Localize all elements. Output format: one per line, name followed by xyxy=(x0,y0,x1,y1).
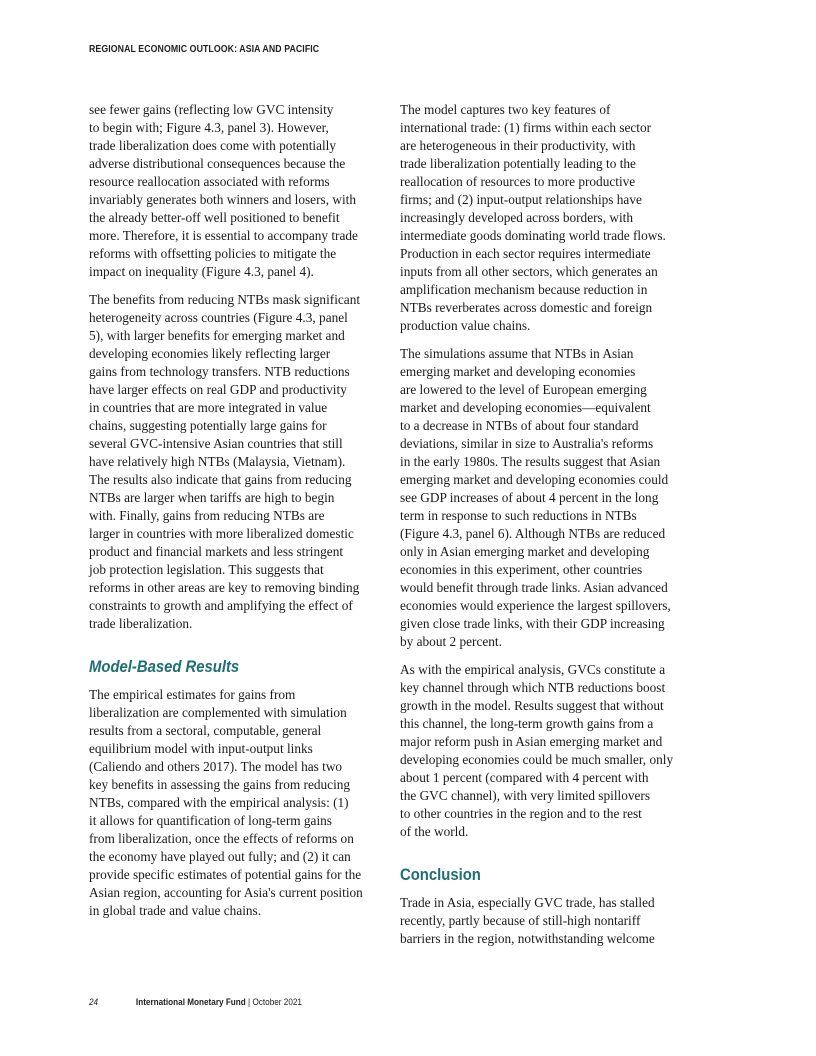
text-line: only in Asian emerging market and developing xyxy=(400,544,650,559)
text-line: term in response to such reductions in NTBs xyxy=(400,508,637,523)
paragraph xyxy=(89,291,376,633)
text-line: product and financial markets and less stringent xyxy=(89,544,344,559)
text-line: intermediate goods dominating world trade flows. xyxy=(400,228,666,243)
text-line: more. Therefore, it is essential to accompany trade xyxy=(89,228,358,243)
text-line: trade liberalization potentially leading to the xyxy=(400,156,636,171)
text-line: reallocation of resources to more productive xyxy=(400,174,636,189)
text-line: The empirical estimates for gains from xyxy=(89,687,296,702)
page-footer xyxy=(89,997,302,1008)
text-line: liberalization are complemented with simulation xyxy=(89,705,347,720)
paragraph xyxy=(400,345,690,651)
text-line: 5), with larger benefits for emerging market and xyxy=(89,328,345,343)
section-heading-conclusion: Conclusion xyxy=(400,866,481,884)
right-column xyxy=(400,101,690,958)
text-line: NTBs are larger when tariffs are high to begin xyxy=(89,490,335,505)
text-line: would benefit through trade links. Asian advanced xyxy=(400,580,668,595)
text-line: NTBs reverberates across domestic and foreign xyxy=(400,300,653,315)
paragraph xyxy=(89,101,376,281)
text-line: market and developing economies—equivalent xyxy=(400,400,651,415)
text-line: reforms in other areas are key to removing binding xyxy=(89,580,360,595)
paragraph xyxy=(89,686,376,920)
text-line: The results also indicate that gains from reducing xyxy=(89,472,352,487)
text-line: constraints to growth and amplifying the effect of xyxy=(89,598,353,613)
text-line: trade liberalization does come with potentially xyxy=(89,138,337,153)
paragraph xyxy=(400,661,690,841)
text-line: have relatively high NTBs (Malaysia, Vietnam). xyxy=(89,454,346,469)
text-line: emerging market and developing economies xyxy=(400,364,636,379)
text-line: increasingly developed across borders, with xyxy=(400,210,633,225)
text-line: resource reallocation associated with reforms xyxy=(89,174,330,189)
text-line: international trade: (1) firms within each sector xyxy=(400,120,652,135)
text-line: heterogeneity across countries (Figure 4.3, panel xyxy=(89,310,348,325)
footer-date: October 2021 xyxy=(252,997,302,1008)
text-line: in countries that are more integrated in value xyxy=(89,400,328,415)
text-line: inputs from all other sectors, which generates an xyxy=(400,264,658,279)
text-line: developing economies likely reflecting larger xyxy=(89,346,331,361)
text-line: growth in the model. Results suggest that without xyxy=(400,698,664,713)
text-line: to other countries in the region and to the rest xyxy=(400,806,642,821)
text-line: by about 2 percent. xyxy=(400,634,502,649)
text-line: the GVC channel), with very limited spillovers xyxy=(400,788,651,803)
paragraph xyxy=(400,894,690,948)
text-line: The simulations assume that NTBs in Asian xyxy=(400,346,634,361)
text-line: production value chains. xyxy=(400,318,531,333)
text-line: of the world. xyxy=(400,824,469,839)
text-line: gains from technology transfers. NTB reductions xyxy=(89,364,350,379)
text-line: in global trade and value chains. xyxy=(89,903,262,918)
text-line: job protection legislation. This suggests that xyxy=(89,562,324,577)
text-line: larger in countries with more liberalized domestic xyxy=(89,526,354,541)
text-line: are heterogeneous in their productivity, with xyxy=(400,138,636,153)
text-line: several GVC-intensive Asian countries that still xyxy=(89,436,343,451)
text-line: (Caliendo and others 2017). The model has two xyxy=(89,759,343,774)
text-line: The model captures two key features of xyxy=(400,102,611,117)
running-header: REGIONAL ECONOMIC OUTLOOK: ASIA AND PACIFIC xyxy=(89,44,320,55)
text-line: with. Finally, gains from reducing NTBs are xyxy=(89,508,325,523)
text-line: As with the empirical analysis, GVCs constitute a xyxy=(400,662,666,677)
text-line: Production in each sector requires intermediate xyxy=(400,246,651,261)
text-line: amplification mechanism because reduction in xyxy=(400,282,648,297)
text-line: adverse distributional consequences because the xyxy=(89,156,346,171)
text-line: recently, partly because of still-high nontariff xyxy=(400,913,641,928)
paragraph xyxy=(400,101,690,335)
text-line: reforms with offsetting policies to mitigate the xyxy=(89,246,337,261)
text-line: key channel through which NTB reductions boost xyxy=(400,680,666,695)
left-column xyxy=(89,101,376,930)
text-line: results from a sectoral, computable, general xyxy=(89,723,322,738)
footer-separator: | xyxy=(245,997,253,1008)
page-number: 24 xyxy=(89,997,99,1008)
text-line: about 1 percent (compared with 4 percent with xyxy=(400,770,649,785)
text-line: invariably generates both winners and losers, with xyxy=(89,192,356,207)
text-line: this channel, the long-term growth gains from a xyxy=(400,716,654,731)
text-line: firms; and (2) input-output relationships have xyxy=(400,192,642,207)
text-line: from liberalization, once the effects of reforms on xyxy=(89,831,354,846)
section-heading-model-based-results: Model-Based Results xyxy=(89,658,240,676)
text-line: to begin with; Figure 4.3, panel 3). However, xyxy=(89,120,329,135)
text-line: emerging market and developing economies could xyxy=(400,472,669,487)
text-line: Asian region, accounting for Asia's current position xyxy=(89,885,363,900)
text-line: to a decrease in NTBs of about four standard xyxy=(400,418,639,433)
text-line: see GDP increases of about 4 percent in the long xyxy=(400,490,659,505)
text-line: major reform push in Asian emerging market and xyxy=(400,734,663,749)
text-line: NTBs, compared with the empirical analysis: (1) xyxy=(89,795,349,810)
text-line: developing economies could be much smaller, only xyxy=(400,752,674,767)
text-line: have larger effects on real GDP and productivity xyxy=(89,382,347,397)
text-line: economies would experience the largest spillovers, xyxy=(400,598,671,613)
text-line: are lowered to the level of European emerging xyxy=(400,382,647,397)
text-line: equilibrium model with input-output links xyxy=(89,741,313,756)
text-line: impact on inequality (Figure 4.3, panel 4). xyxy=(89,264,314,279)
footer-organization: International Monetary Fund xyxy=(135,997,246,1008)
text-line: given close trade links, with their GDP increasing xyxy=(400,616,665,631)
text-line: deviations, similar in size to Australia's reforms xyxy=(400,436,654,451)
text-line: the already better-off well positioned to benefit xyxy=(89,210,340,225)
text-line: (Figure 4.3, panel 6). Although NTBs are reduced xyxy=(400,526,666,541)
text-line: trade liberalization. xyxy=(89,616,193,631)
text-line: in the early 1980s. The results suggest that Asian xyxy=(400,454,661,469)
text-line: The benefits from reducing NTBs mask significant xyxy=(89,292,361,307)
text-line: see fewer gains (reflecting low GVC intensity xyxy=(89,102,334,117)
text-line: barriers in the region, notwithstanding welcome xyxy=(400,931,655,946)
text-line: key benefits in assessing the gains from reducing xyxy=(89,777,351,792)
text-line: economies in this experiment, other countries xyxy=(400,562,643,577)
text-line: chains, suggesting potentially large gains for xyxy=(89,418,327,433)
text-line: the economy have played out fully; and (2) it can xyxy=(89,849,351,864)
text-line: Trade in Asia, especially GVC trade, has stalled xyxy=(400,895,655,910)
text-line: it allows for quantification of long-term gains xyxy=(89,813,332,828)
text-line: provide specific estimates of potential gains for the xyxy=(89,867,362,882)
